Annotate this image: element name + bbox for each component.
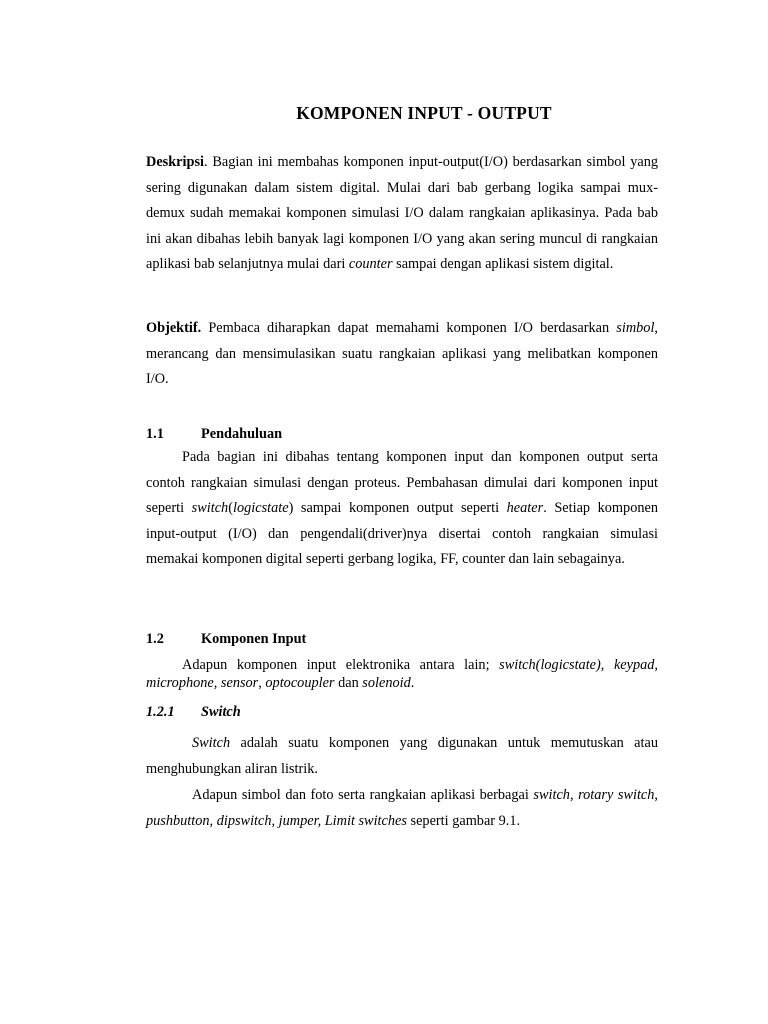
switch-paragraph-2-text-3: seperti gambar 9.1. (406, 812, 521, 829)
objektif-text-end: , merancang dan mensimulasikan suatu rangkaian aplikasi yang melibatkan komponen I/O. (146, 320, 658, 388)
switch-paragraph-2 (146, 783, 658, 834)
deskripsi-label: Deskripsi (146, 154, 204, 170)
section-heading-1-2 (146, 631, 306, 648)
komponen-input-text: Adapun komponen input elektronika antara lain; (182, 657, 500, 673)
section-number: 1.2 (146, 631, 164, 647)
komponen-input-text-2: , (258, 675, 266, 691)
section-heading-1-2-1 (146, 704, 241, 721)
section-title: Komponen Input (201, 631, 307, 647)
switch-paragraph-1 (146, 731, 658, 782)
section-number: 1.2.1 (146, 704, 175, 720)
pendahuluan-italic-logicstate: logicstate (232, 500, 289, 517)
objektif-text: Pembaca diharapkan dapat memahami komponen I/O berdasarkan (201, 320, 617, 336)
page-title: KOMPONEN INPUT - OUTPUT (296, 103, 552, 123)
komponen-input-italic-list: switch(logicstate), keypad, microphone, sensor (146, 657, 659, 691)
deskripsi-paragraph (146, 150, 658, 278)
switch-paragraph-2-text-2: , (654, 787, 658, 803)
pendahuluan-italic-heater: heater (506, 500, 544, 517)
section-title: Pendahuluan (201, 426, 283, 442)
komponen-input-text-4: . (410, 675, 415, 691)
objektif-italic-simbol: simbol (616, 320, 655, 336)
pendahuluan-paragraph (146, 445, 658, 573)
deskripsi-text: . Bagian ini membahas komponen input-output(I/O) berdasarkan simbol yang sering digunakan dalam sistem digital. Mulai dari bab gerbang logika sampai mux-demux sudah memakai komponen simulasi I/O dalam rangkaian aplikasinya. Pada bab ini akan dibahas lebih banyak lagi komponen I/O yang akan sering muncul di rangkaian aplikasi bab selanjutnya mulai dari (146, 154, 658, 273)
pendahuluan-italic-switch: switch (191, 500, 229, 517)
komponen-input-paragraph (146, 656, 658, 692)
switch-italic-rotary: switch, rotary switch (533, 787, 655, 803)
komponen-input-text-3: dan (334, 675, 363, 691)
pendahuluan-text-4: . Setiap komponen input-output (I/O) dan pengendali(driver)nya disertai contoh rangkaian simulasi memakai komponen digital seperti gerbang logika, FF, counter dan lain sebagainya. (146, 500, 658, 568)
switch-paragraph-2-text: Adapun simbol dan foto serta rangkaian aplikasi berbagai (192, 787, 534, 803)
komponen-input-italic-solenoid: solenoid (362, 675, 411, 691)
pendahuluan-text-3: ) sampai komponen output seperti (288, 500, 507, 517)
switch-paragraph-1-text: adalah suatu komponen yang digunakan untuk memutuskan atau menghubungkan aliran listrik. (146, 735, 658, 777)
deskripsi-text-end: sampai dengan aplikasi sistem digital. (392, 256, 614, 273)
switch-italic-term: Switch (192, 735, 231, 751)
section-number: 1.1 (146, 426, 164, 442)
objektif-paragraph (146, 316, 658, 393)
section-heading-1-1 (146, 426, 282, 443)
pendahuluan-text: Pada bagian ini dibahas tentang komponen input dan komponen output serta contoh rangkaian simulasi dengan proteus. Pembahasan dimulai dari komponen input seperti (146, 449, 658, 517)
komponen-input-italic-optocoupler: optocoupler (265, 675, 335, 691)
section-title: Switch (201, 704, 241, 720)
deskripsi-italic-counter: counter (348, 256, 393, 273)
switch-italic-types: pushbutton, dipswitch, jumper, Limit switches (146, 812, 407, 829)
pendahuluan-text-2: ( (228, 500, 233, 517)
objektif-label: Objektif. (146, 320, 202, 336)
